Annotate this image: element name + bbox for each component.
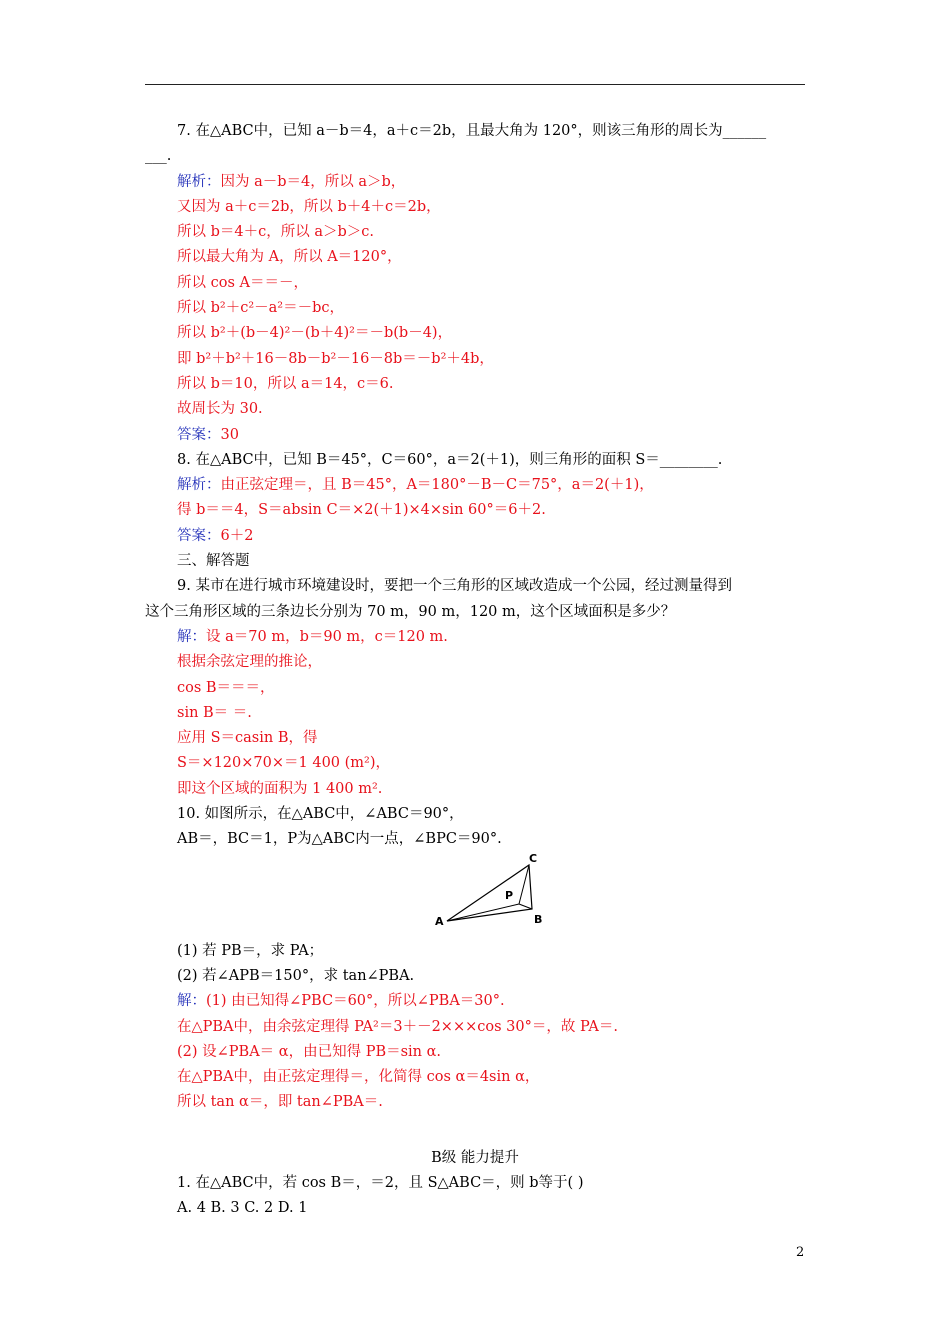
text-line — [145, 549, 805, 574]
text-span: 1. 在△ABC中，若 cos B＝，＝2，且 S△ABC＝，则 b等于( ) — [177, 1174, 584, 1191]
label-a: A — [435, 914, 444, 928]
text-line — [145, 1015, 805, 1040]
text-line — [145, 220, 805, 245]
section-part-b — [145, 1171, 805, 1222]
text-line — [145, 701, 805, 726]
text-line — [145, 1196, 805, 1221]
text-line — [145, 372, 805, 397]
text-span: 9. 某市在进行城市环境建设时，要把一个三角形的区域改造成一个公园，经过测量得到 — [177, 578, 732, 595]
text-line — [145, 423, 805, 448]
label-p: P — [505, 888, 514, 902]
text-line — [145, 726, 805, 751]
text-line — [145, 964, 805, 989]
text-span: 所以最大角为 A，所以 A＝120°， — [177, 249, 402, 266]
text-span: AB＝，BC＝1，P为△ABC内一点，∠BPC＝90°. — [177, 831, 502, 848]
label-c: C — [529, 852, 538, 865]
text-span: 所以 b＝10，所以 a＝14，c＝6. — [177, 375, 394, 392]
text-span: 这个三角形区域的三条边长分别为 70 m，90 m，120 m，这个区域面积是多少？ — [145, 603, 676, 620]
text-line — [145, 676, 805, 701]
text-span: 所以 b²＋(b－4)²－(b＋4)²＝－b(b－4)， — [177, 325, 453, 342]
section-part-a — [145, 119, 805, 853]
page-number: 2 — [796, 1245, 805, 1260]
text-span: 答案： — [177, 527, 221, 544]
text-span: 又因为 a＋c＝2b，所以 b＋4＋c＝2b， — [177, 198, 441, 215]
text-span: sin B＝ ＝. — [177, 704, 252, 721]
text-span: 30 — [220, 426, 239, 443]
text-span: (1) 由已知得∠PBC＝60°，所以∠PBA＝30°. — [206, 993, 505, 1010]
triangle-diagram — [435, 853, 565, 939]
triangle-abc-outline — [447, 865, 532, 921]
text-line — [145, 347, 805, 372]
text-line — [145, 1090, 805, 1115]
text-line — [145, 939, 805, 964]
text-span: 三、解答题 — [177, 553, 250, 570]
text-line — [145, 1065, 805, 1090]
text-line — [145, 296, 805, 321]
text-line — [145, 574, 805, 599]
text-span: 在△PBA中，由正弦定理得＝，化简得 cos α＝4sin α， — [177, 1069, 540, 1086]
text-line — [145, 802, 805, 827]
triangle-figure — [145, 853, 805, 939]
text-span: 所以 tan α＝，即 tan∠PBA＝. — [177, 1094, 383, 1111]
text-span: S＝×120×70×＝1 400 (m²)， — [177, 755, 391, 772]
text-line — [145, 144, 805, 169]
text-span: ___. — [145, 148, 172, 165]
text-span: 10. 如图所示，在△ABC中，∠ABC＝90°， — [177, 806, 464, 823]
text-line — [145, 989, 805, 1014]
section-part-a-continued — [145, 939, 805, 1116]
section-gap — [145, 1116, 805, 1146]
section-b-title: B级 能力提升 — [431, 1149, 519, 1166]
text-span: 所以 b＝4＋c，所以 a＞b＞c. — [177, 224, 375, 241]
text-line — [145, 195, 805, 220]
text-span: 故周长为 30. — [177, 401, 263, 418]
text-line — [145, 827, 805, 852]
text-line — [145, 119, 805, 144]
text-line — [145, 650, 805, 675]
segment-pb — [519, 904, 532, 909]
text-span: 根据余弦定理的推论， — [177, 654, 322, 671]
text-span: 7. 在△ABC中，已知 a－b＝4，a＋c＝2b，且最大角为 120°，则该三角形的周长为______ — [177, 123, 767, 139]
text-line — [145, 751, 805, 776]
header-rule — [145, 84, 805, 85]
text-span: 设 a＝70 m，b＝90 m，c＝120 m. — [206, 628, 448, 645]
text-line — [145, 271, 805, 296]
text-span: 即这个区域的面积为 1 400 m². — [177, 780, 383, 797]
text-span: 解析： — [177, 477, 221, 494]
text-span: 得 b＝＝4，S＝absin C＝×2(＋1)×4×sin 60°＝6＋2. — [177, 502, 546, 519]
text-span: 应用 S＝casin B，得 — [177, 730, 318, 747]
text-line — [145, 245, 805, 270]
text-line — [145, 498, 805, 523]
text-span: (1) 若 PB＝，求 PA； — [177, 942, 324, 959]
text-line — [145, 170, 805, 195]
text-span: (2) 设∠PBA＝ α，由已知得 PB＝sin α. — [177, 1043, 442, 1060]
text-span: 解析： — [177, 173, 221, 190]
text-line — [145, 777, 805, 802]
text-line — [145, 1040, 805, 1065]
text-span: cos B＝＝＝， — [177, 679, 275, 696]
text-span: 6＋2 — [220, 527, 254, 544]
text-line — [145, 1171, 805, 1196]
page-content — [145, 119, 805, 1222]
text-line — [145, 473, 805, 498]
text-line — [145, 321, 805, 346]
text-line — [145, 524, 805, 549]
text-span: 答案： — [177, 426, 221, 443]
text-span: 所以 b²＋c²－a²＝－bc， — [177, 300, 344, 317]
text-span: 在△PBA中，由余弦定理得 PA²＝3＋－2×××cos 30°＝，故 PA＝. — [177, 1018, 618, 1035]
text-line — [145, 600, 805, 625]
text-span: (2) 若∠APB＝150°，求 tan∠PBA. — [177, 967, 415, 984]
text-line — [145, 448, 805, 473]
text-span: A. 4 B. 3 C. 2 D. 1 — [177, 1200, 308, 1217]
text-span: 因为 a－b＝4，所以 a＞b， — [220, 173, 406, 190]
text-span: 即 b²＋b²＋16－8b－b²－16－8b＝－b²＋4b， — [177, 350, 494, 367]
text-span: 8. 在△ABC中，已知 B＝45°，C＝60°，a＝2(＋1)，则三角形的面积 S＝________. — [177, 451, 723, 468]
text-span: 由正弦定理＝，且 B＝45°，A＝180°－B－C＝75°，a＝2(＋1)， — [220, 477, 654, 494]
label-b: B — [534, 912, 543, 926]
text-line — [145, 397, 805, 422]
text-span: 解： — [177, 628, 206, 645]
text-span: 所以 cos A＝＝－， — [177, 274, 308, 291]
text-line — [145, 625, 805, 650]
text-span: 解： — [177, 993, 206, 1010]
